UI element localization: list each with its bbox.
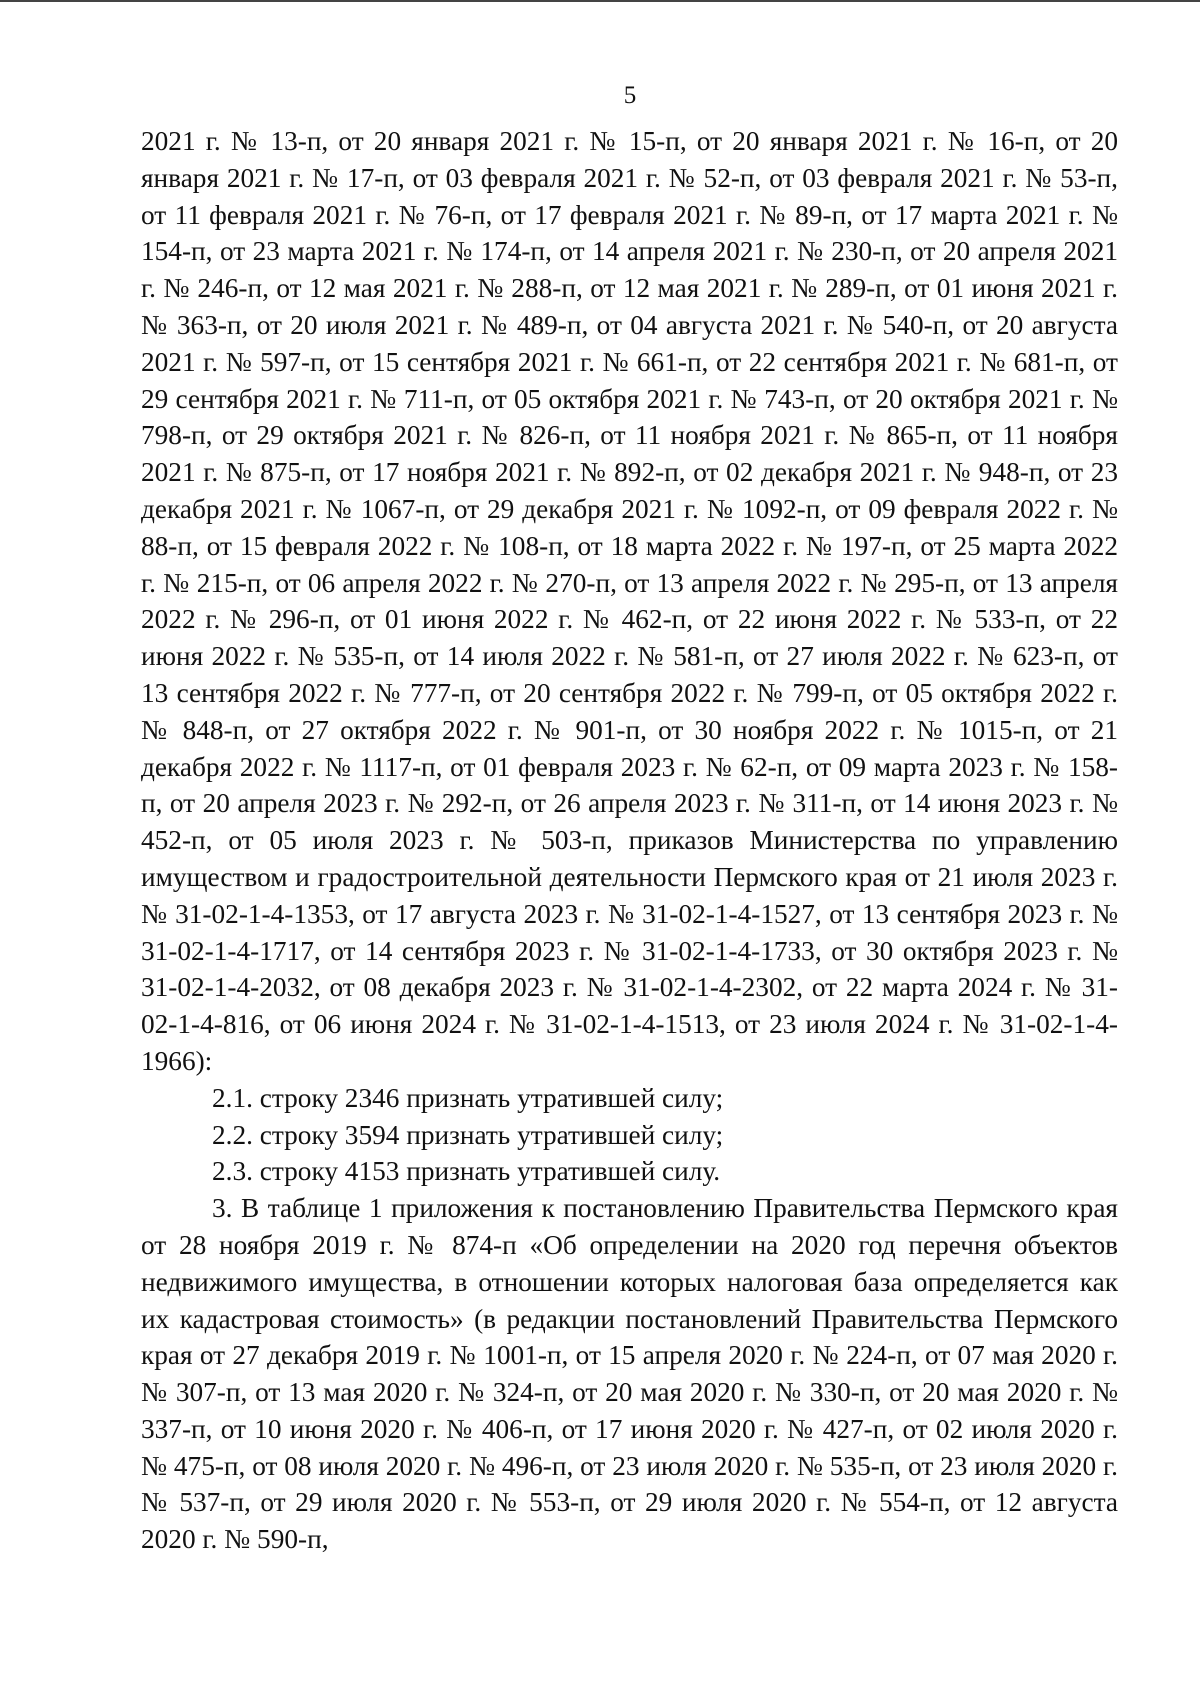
- page-number: 5: [623, 82, 637, 109]
- scan-top-edge: [0, 0, 1200, 2]
- list-item-2-1: 2.1. строку 2346 признать утратившей силу;: [212, 1082, 724, 1113]
- list-item-2-2: 2.2. строку 3594 признать утратившей силу;: [212, 1119, 724, 1150]
- opening-paragraph: 2021 г. № 13-п, от 20 января 2021 г. № 15-п, от 20 января 2021 г. № 16-п, от 20 января 2021 г. № 17-п, от 03 февраля 2021 г. № 52-п, от 03 февраля 2021 г. № 53-п, от 11 февраля 2021 г. № 76-п, от 17 февраля 2021 г. № 89-п, от 17 марта 2021 г. № 154-п, от 23 марта 2021 г. № 174-п, от 14 апреля 2021 г. № 230-п, от 20 апреля 2021 г. № 246-п, от 12 мая 2021 г. № 288-п, от 12 мая 2021 г. № 289-п, от 01 июня 2021 г. № 363-п, от 20 июля 2021 г. № 489-п, от 04 августа 2021 г. № 540-п, от 20 августа 2021 г. № 597-п, от 15 сентября 2021 г. № 661-п, от 22 сентября 2021 г. № 681-п, от 29 сентября 2021 г. № 711-п, от 05 октября 2021 г. № 743-п, от 20 октября 2021 г. № 798-п, от 29 октября 2021 г. № 826-п, от 11 ноября 2021 г. № 865-п, от 11 ноября 2021 г. № 875-п, от 17 ноября 2021 г. № 892-п, от 02 декабря 2021 г. № 948-п, от 23 декабря 2021 г. № 1067-п, от 29 декабря 2021 г. № 1092-п, от 09 февраля 2022 г. № 88-п, от 15 февраля 2022 г. № 108-п, от 18 марта 2022 г. № 197-п, от 25 марта 2022 г. № 215-п, от 06 апреля 2022 г. № 270-п, от 13 апреля 2022 г. № 295-п, от 13 апреля 2022 г. № 296-п, от 01 июня 2022 г. № 462-п, от 22 июня 2022 г. № 533-п, от 22 июня 2022 г. № 535-п, от 14 июля 2022 г. № 581-п, от 27 июля 2022 г. № 623-п, от 13 сентября 2022 г. № 777-п, от 20 сентября 2022 г. № 799-п, от 05 октября 2022 г. № 848-п, от 27 октября 2022 г. № 901-п, от 30 ноября 2022 г. № 1015-п, от 21 декабря 2022 г. № 1117-п, от 01 февраля 2023 г. № 62-п, от 09 марта 2023 г. № 158-п, от 20 апреля 2023 г. № 292-п, от 26 апреля 2023 г. № 311-п, от 14 июня 2023 г. № 452-п, от 05 июля 2023 г. № 503-п, приказов Министерства по управлению имуществом и градостроительной деятельности Пермского края от 21 июля 2023 г. № 31-02-1-4-1353, от 17 августа 2023 г. № 31-02-1-4-1527, от 13 сентября 2023 г. № 31-02-1-4-1717, от 14 сентября 2023 г. № 31-02-1-4-1733, от 30 октября 2023 г. № 31-02-1-4-2032, от 08 декабря 2023 г. № 31-02-1-4-2302, от 22 марта 2024 г. № 31-02-1-4-816, от 06 июня 2024 г. № 31-02-1-4-1513, от 23 июля 2024 г. № 31-02-1-4-1966):: [141, 126, 1118, 1076]
- section-3-paragraph: 3. В таблице 1 приложения к постановлению Правительства Пермского края от 28 ноября 2019 г. № 874-п «Об определении на 2020 год перечня объектов недвижимого имущества, в отношении которых налоговая база определяется как их кадастровая стоимость» (в редакции постановлений Правительства Пермского края от 27 декабря 2019 г. № 1001-п, от 15 апреля 2020 г. № 224-п, от 07 мая 2020 г. № 307-п, от 13 мая 2020 г. № 324-п, от 20 мая 2020 г. № 330-п, от 20 мая 2020 г. № 337-п, от 10 июня 2020 г. № 406-п, от 17 июня 2020 г. № 427-п, от 02 июля 2020 г. № 475-п, от 08 июля 2020 г. № 496-п, от 23 июля 2020 г. № 535-п, от 23 июля 2020 г. № 537-п, от 29 июля 2020 г. № 553-п, от 29 июля 2020 г. № 554-п, от 12 августа 2020 г. № 590-п,: [141, 1193, 1118, 1555]
- document-body: [141, 123, 1118, 1558]
- list-item-2-3: 2.3. строку 4153 признать утратившей силу.: [212, 1156, 721, 1187]
